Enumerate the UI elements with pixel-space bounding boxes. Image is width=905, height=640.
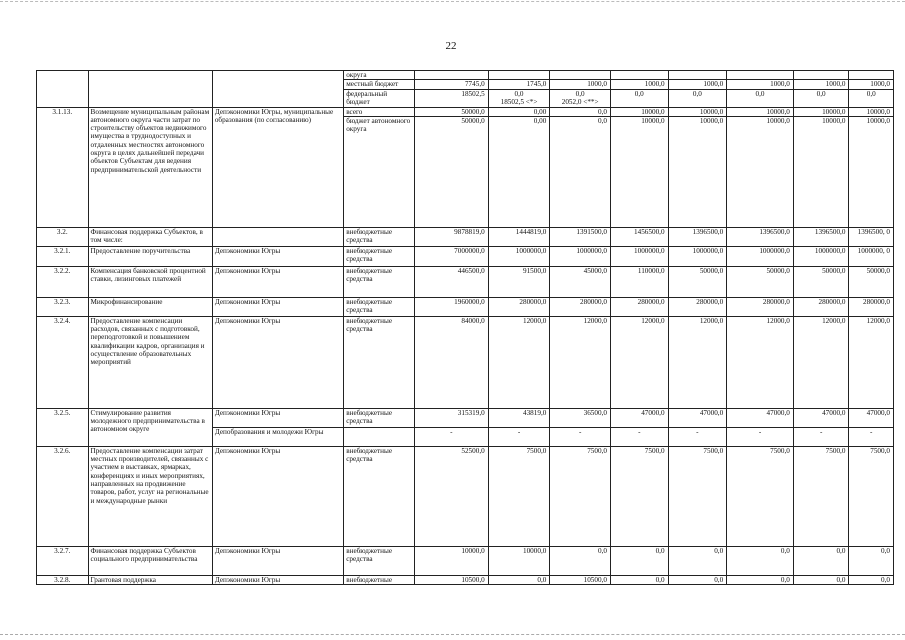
value-cell [727, 71, 794, 80]
value-cell: 50000,0 [414, 107, 488, 116]
value-cell: 10000,0 [793, 116, 849, 227]
value-cell: 7745,0 [414, 80, 488, 89]
value-cell: 0,0 [849, 546, 894, 575]
value-cell: 0,00 [488, 107, 550, 116]
value-cell: - [668, 427, 727, 446]
value-cell [793, 71, 849, 80]
value-cell: 280000,0 [793, 297, 849, 316]
item-number-cell: 3.2. [37, 227, 89, 246]
value-cell: 50000,0 [793, 266, 849, 297]
value-cell: 0,0 [668, 575, 727, 584]
item-name-cell: Грантовая поддержка [88, 575, 212, 584]
value-cell: 10000,0 [849, 107, 894, 116]
value-cell: 0,0 [550, 546, 611, 575]
item-name-cell: Стимулирование развития молодежного предпринимательства в автономном округе [88, 408, 212, 446]
item-name-cell [88, 71, 212, 108]
value-cell: 1960000,0 [414, 297, 488, 316]
value-cell: 12000,0 [610, 316, 668, 408]
value-cell [488, 71, 550, 80]
item-name-cell: Финансовая поддержка Субъектов, в том числе: [88, 227, 212, 246]
value-cell: 10000,0 [793, 107, 849, 116]
value-cell: 1000000,0 [793, 246, 849, 266]
bottom-border-line [0, 634, 905, 635]
item-name-cell: Финансовая поддержка Субъектов социального предпринимательства [88, 546, 212, 575]
value-cell: 110000,0 [610, 266, 668, 297]
value-cell: 12000,0 [849, 316, 894, 408]
value-cell: 10000,0 [488, 546, 550, 575]
value-cell: 280000,0 [488, 297, 550, 316]
value-cell: 52500,0 [414, 446, 488, 546]
value-cell: - [488, 427, 550, 446]
value-cell: 1000,0 [793, 80, 849, 89]
value-cell: 0,0 [727, 89, 794, 107]
source-cell: внебюджетные средства [344, 408, 415, 427]
responsible-cell: Депэкономики Югры [212, 297, 343, 316]
value-cell: 10000,0 [727, 116, 794, 227]
value-cell: 0,0 [668, 89, 727, 107]
value-cell: 1000000,0 [550, 246, 611, 266]
value-cell: 7500,0 [668, 446, 727, 546]
value-cell: 1396500,0 [668, 227, 727, 246]
value-cell: 280000,0 [668, 297, 727, 316]
top-border-line [0, 1, 905, 2]
value-cell: - [793, 427, 849, 446]
responsible-cell: Депэкономики Югры [212, 575, 343, 584]
item-name-cell: Возмещение муниципальным районам автономного округа части затрат по строительству объектов недвижимого имущества в труднодоступных и отдаленных местностях автономного округа в целях дальнейшей передачи объектов Субъектам для ведения предпринимательской деятельности [88, 107, 212, 227]
source-cell: внебюджетные средства [344, 446, 415, 546]
value-cell: 10000,0 [849, 116, 894, 227]
value-cell: 12000,0 [550, 316, 611, 408]
item-name-cell: Компенсация банковской процентной ставки, лизинговых платежей [88, 266, 212, 297]
responsible-cell: Депобразования и молодежи Югры [212, 427, 343, 446]
value-cell: 0,0 [610, 89, 668, 107]
value-cell: 10500,0 [414, 575, 488, 584]
value-cell: 7000000,0 [414, 246, 488, 266]
value-cell: 10500,0 [550, 575, 611, 584]
value-cell: 47000,0 [849, 408, 894, 427]
value-cell: 47000,0 [610, 408, 668, 427]
value-cell: 36500,0 [550, 408, 611, 427]
program-table [36, 70, 894, 585]
item-number-cell: 3.2.1. [37, 246, 89, 266]
responsible-cell: Депэкономики Югры [212, 266, 343, 297]
value-cell: - [727, 427, 794, 446]
item-name-cell: Предоставление компенсации затрат местных производителей, связанных с участием в выставках, ярмарках, конференциях и иных мероприятиях, направленных на продвижение товаров, работ, услуг на региональные и международные рынки [88, 446, 212, 546]
value-cell: 18502,5 [414, 89, 488, 107]
value-cell: - [414, 427, 488, 446]
source-cell: федеральный бюджет [344, 89, 415, 107]
value-cell: 7500,0 [550, 446, 611, 546]
value-cell: 280000,0 [849, 297, 894, 316]
responsible-cell: Депэкономики Югры, муниципальные образования (по согласованию) [212, 107, 343, 227]
value-cell: 10000,0 [610, 107, 668, 116]
source-cell: округа [344, 71, 415, 80]
value-cell: 0,0 [727, 575, 794, 584]
item-number-cell: 3.2.5. [37, 408, 89, 446]
item-number-cell [37, 71, 89, 108]
table-row [37, 107, 894, 116]
item-number-cell: 3.2.8. [37, 575, 89, 584]
table-row [37, 266, 894, 297]
value-cell: 7500,0 [488, 446, 550, 546]
value-cell: - [610, 427, 668, 446]
item-number-cell: 3.1.13. [37, 107, 89, 227]
source-cell: внебюджетные средства [344, 227, 415, 246]
source-cell: внебюджетные средства [344, 266, 415, 297]
value-cell: 9878819,0 [414, 227, 488, 246]
source-cell [344, 427, 415, 446]
value-cell [550, 71, 611, 80]
value-cell: 10000,0 [610, 116, 668, 227]
responsible-cell: Депэкономики Югры [212, 546, 343, 575]
value-cell: 0,00 [488, 116, 550, 227]
table-row [37, 71, 894, 80]
value-cell [668, 71, 727, 80]
value-cell: 1396500,0 [793, 227, 849, 246]
value-footnote: 2052,0 <**> [561, 97, 599, 106]
responsible-cell: Депэкономики Югры [212, 316, 343, 408]
value-cell: 0,0 [550, 107, 611, 116]
value-cell [488, 89, 550, 107]
value-cell: 1000,0 [550, 80, 611, 89]
value-cell: 1000000,0 [610, 246, 668, 266]
value-cell: 0,0 [793, 546, 849, 575]
value-cell: 10000,0 [668, 107, 727, 116]
source-cell: внебюджетные [344, 575, 415, 584]
value-cell: 280000,0 [610, 297, 668, 316]
value-cell: 1396500, 0 [849, 227, 894, 246]
responsible-cell [212, 227, 343, 246]
value-cell: 1000000,0 [727, 246, 794, 266]
page-number: 22 [445, 40, 457, 52]
item-name-cell: Предоставление компенсации расходов, связанных с подготовкой, переподготовкой и повышением квалификации кадров, организация и осуществление образовательных мероприятий [88, 316, 212, 408]
value-cell: 10000,0 [668, 116, 727, 227]
value-cell: 1000,0 [727, 80, 794, 89]
value-cell [550, 89, 611, 107]
source-cell: бюджет автономного округа [344, 116, 415, 227]
value-cell: 1391500,0 [550, 227, 611, 246]
value-cell: 1745,0 [488, 80, 550, 89]
source-cell: внебюджетные средства [344, 316, 415, 408]
value-cell: 315319,0 [414, 408, 488, 427]
value-cell: 7500,0 [610, 446, 668, 546]
source-cell: местный бюджет [344, 80, 415, 89]
value-cell: 280000,0 [727, 297, 794, 316]
value-cell: 0,0 [610, 575, 668, 584]
program-table-wrapper [36, 70, 894, 585]
value-footnote: 18502,5 <*> [500, 97, 538, 106]
responsible-cell [212, 71, 343, 108]
value-cell: 1000000,0 [668, 246, 727, 266]
item-name-cell: Микрофинансирование [88, 297, 212, 316]
value-cell [610, 71, 668, 80]
value-cell: 84000,0 [414, 316, 488, 408]
item-number-cell: 3.2.3. [37, 297, 89, 316]
table-row [37, 227, 894, 246]
value-cell: 12000,0 [727, 316, 794, 408]
value-cell: 0,0 [668, 546, 727, 575]
value-cell: 446500,0 [414, 266, 488, 297]
value-cell: 0,0 [550, 116, 611, 227]
value-cell: 50000,0 [668, 266, 727, 297]
value-cell: 10000,0 [414, 546, 488, 575]
responsible-cell: Депэкономики Югры [212, 246, 343, 266]
value-cell: 1444819,0 [488, 227, 550, 246]
value-cell: 1000,0 [610, 80, 668, 89]
item-number-cell: 3.2.2. [37, 266, 89, 297]
value-cell: 12000,0 [793, 316, 849, 408]
value-cell: 12000,0 [668, 316, 727, 408]
value-cell: 0,0 [793, 89, 849, 107]
value-cell: 47000,0 [727, 408, 794, 427]
responsible-cell: Депэкономики Югры [212, 408, 343, 427]
source-cell: внебюджетные средства [344, 246, 415, 266]
table-row [37, 297, 894, 316]
value-cell: 45000,0 [550, 266, 611, 297]
value-cell: - [849, 427, 894, 446]
value-cell: 7500,0 [793, 446, 849, 546]
value-cell: 43819,0 [488, 408, 550, 427]
table-row [37, 246, 894, 266]
value-cell [849, 71, 894, 80]
value-cell: 280000,0 [550, 297, 611, 316]
value-cell: 0,0 [849, 575, 894, 584]
value-cell: 12000,0 [488, 316, 550, 408]
value-cell: 1000000, 0 [849, 246, 894, 266]
value-cell: 0,0 [610, 546, 668, 575]
value-cell [414, 71, 488, 80]
value-cell: 0,0 [793, 575, 849, 584]
value-cell: 1000000,0 [488, 246, 550, 266]
value-cell: 47000,0 [793, 408, 849, 427]
item-number-cell: 3.2.4. [37, 316, 89, 408]
table-row [37, 546, 894, 575]
value-cell: 1000,0 [849, 80, 894, 89]
value-cell: 0,0 [488, 575, 550, 584]
value-cell: 47000,0 [668, 408, 727, 427]
value-cell: 7500,0 [727, 446, 794, 546]
item-number-cell: 3.2.7. [37, 546, 89, 575]
value-cell: 7500,0 [849, 446, 894, 546]
item-name-cell: Предоставление поручительства [88, 246, 212, 266]
source-cell: всего [344, 107, 415, 116]
value-main: 0,0 [575, 89, 585, 98]
value-cell: 0,0 [727, 546, 794, 575]
value-cell: 50000,0 [727, 266, 794, 297]
responsible-cell: Депэкономики Югры [212, 446, 343, 546]
item-number-cell: 3.2.6. [37, 446, 89, 546]
source-cell: внебюджетные средства [344, 297, 415, 316]
source-cell: внебюджетные средства [344, 546, 415, 575]
value-cell: 0,0 [849, 89, 894, 107]
value-cell: 91500,0 [488, 266, 550, 297]
value-cell: 1456500,0 [610, 227, 668, 246]
value-cell: 1000,0 [668, 80, 727, 89]
value-cell: - [550, 427, 611, 446]
value-main: 0,0 [514, 89, 524, 98]
table-row [37, 316, 894, 408]
value-cell: 10000,0 [727, 107, 794, 116]
table-row [37, 575, 894, 584]
value-cell: 50000,0 [849, 266, 894, 297]
table-row [37, 408, 894, 427]
value-cell: 50000,0 [414, 116, 488, 227]
table-row [37, 446, 894, 546]
value-cell: 1396500,0 [727, 227, 794, 246]
